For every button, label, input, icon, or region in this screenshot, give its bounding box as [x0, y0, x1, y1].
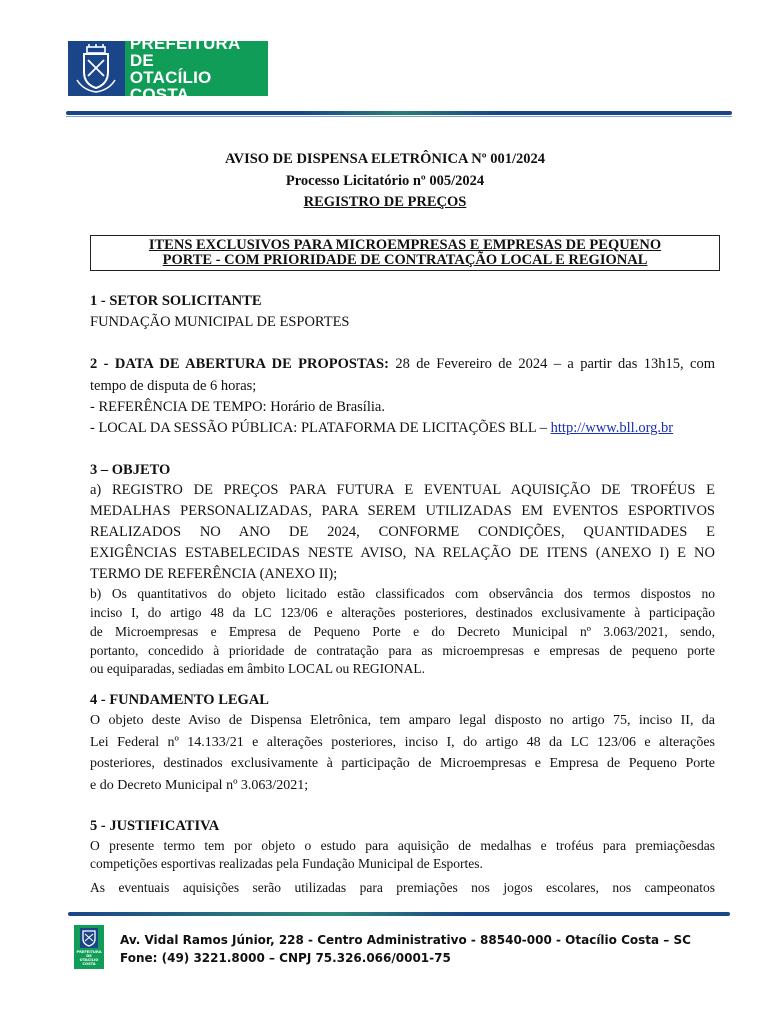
section-3-a-line-3: REALIZADOS NO ANO DE 2024, CONFORME CONDIÇÕES, QUANTIDADES E: [90, 524, 715, 540]
city-logo: [68, 33, 268, 104]
section-2-location: - LOCAL DA SESSÃO PÚBLICA: PLATAFORMA DE LICITAÇÕES BLL –: [90, 420, 551, 436]
section-4-line-2: Lei Federal nº 14.133/21 e alterações posteriores, inciso I, do artigo 48 da LC 123/06 e alterações: [90, 735, 715, 750]
footer-divider: [68, 912, 730, 916]
footer-logo: [74, 925, 104, 969]
section-3-a-line-2: MEDALHAS PERSONALIZADAS, PARA SEREM UTILIZADAS EM EVENTOS ESPORTIVOS: [90, 503, 715, 519]
section-2-heading: 2 - DATA DE ABERTURA DE PROPOSTAS:: [90, 356, 389, 372]
section-4-heading: 4 - FUNDAMENTO LEGAL: [90, 692, 269, 708]
exclusivity-notice-box: [90, 235, 720, 271]
section-3-b-line-5: ou equiparadas, sediadas em âmbito LOCAL ou REGIONAL.: [90, 661, 426, 676]
section-4-line-4: e do Decreto Municipal nº 3.063/2021;: [90, 778, 309, 793]
logo-line-2: OTACÍLIO COSTA: [129, 67, 212, 104]
section-2-line-3: - REFERÊNCIA DE TEMPO: Horário de Brasília.: [90, 399, 385, 415]
section-2-line-2: tempo de disputa de 6 horas;: [90, 378, 257, 394]
footer-logo-label-1: PREFEITURA DE: [76, 950, 102, 958]
section-1-heading: 1 - SETOR SOLICITANTE: [90, 293, 262, 309]
section-5-line-2: competições esportivas realizadas pela Fundação Municipal de Esportes.: [90, 856, 483, 871]
section-3-b-line-4: portanto, concedido à prioridade de contratação para as microempresas e empresas de pequeno porte: [90, 643, 715, 658]
header-divider: [66, 111, 732, 115]
section-5-heading: 5 - JUSTIFICATIVA: [90, 818, 220, 834]
section-3-heading: 3 – OBJETO: [90, 462, 171, 478]
city-coat-of-arms-icon: [80, 928, 98, 948]
city-coat-of-arms-icon: [68, 41, 125, 96]
section-3-b-line-1: b) Os quantitativos do objeto licitado estão classificados com observância dos termos dispostos no: [90, 586, 715, 601]
footer-logo-label-2: OTACÍLIO: [79, 958, 99, 962]
section-2-date: 28 de Fevereiro de 2024 – a partir das 13h15, com: [388, 356, 715, 372]
section-3-b-line-3: de Microempresas e Empresa de Pequeno Porte e do Decreto Municipal nº 3.063/2021, sendo,: [90, 624, 715, 639]
notice-line-1: ITENS EXCLUSIVOS PARA MICROEMPRESAS E EMPRESAS DE PEQUENO: [148, 237, 662, 253]
header-divider-thin: [66, 116, 732, 117]
document-type: REGISTRO DE PREÇOS: [303, 194, 467, 210]
section-1-text: FUNDAÇÃO MUNICIPAL DE ESPORTES: [90, 314, 350, 330]
section-3-a-line-5: TERMO DE REFERÊNCIA (ANEXO II);: [90, 566, 338, 582]
section-2-line-1: [90, 356, 715, 373]
section-4-line-1: O objeto deste Aviso de Dispensa Eletrônica, tem amparo legal disposto no artigo 75, inciso II, da: [90, 713, 715, 728]
section-2-line-4: [90, 420, 715, 437]
logo-line-1: PREFEITURA DE: [129, 33, 240, 70]
bll-link[interactable]: http://www.bll.org.br: [550, 420, 674, 436]
notice-line-2: PORTE - COM PRIORIDADE DE CONTRATAÇÃO LOCAL E REGIONAL: [162, 252, 648, 268]
section-3-b-line-2: inciso I, do artigo 48 da LC 123/06 e alterações posteriores, destinados exclusivamente à participação: [90, 605, 715, 620]
section-4-line-3: posteriores, destinados exclusivamente à participação de Microempresas e Empresa de Pequeno Porte: [90, 756, 715, 771]
section-5-line-3: As eventuais aquisições serão utilizadas para premiações nos jogos escolares, nos campeonatos: [90, 880, 715, 895]
document-title: AVISO DE DISPENSA ELETRÔNICA Nº 001/2024: [225, 151, 545, 167]
footer-contact: Fone: (49) 3221.8000 – CNPJ 75.326.066/0001-75: [120, 951, 451, 965]
process-number: Processo Licitatório nº 005/2024: [285, 173, 485, 189]
section-3-a-line-1: a) REGISTRO DE PREÇOS PARA FUTURA E EVENTUAL AQUISIÇÃO DE TROFÉUS E: [90, 482, 715, 498]
footer-logo-label-3: COSTA: [82, 962, 96, 966]
footer-address: Av. Vidal Ramos Júnior, 228 - Centro Administrativo - 88540-000 - Otacílio Costa – SC: [120, 933, 691, 947]
section-5-line-1: O presente termo tem por objeto o estudo para aquisição de medalhas e troféus para premiaçõesdas: [90, 838, 715, 853]
section-3-a-line-4: EXIGÊNCIAS ESTABELECIDAS NESTE AVISO, NA RELAÇÃO DE ITENS (ANEXO I) E NO: [90, 545, 715, 561]
